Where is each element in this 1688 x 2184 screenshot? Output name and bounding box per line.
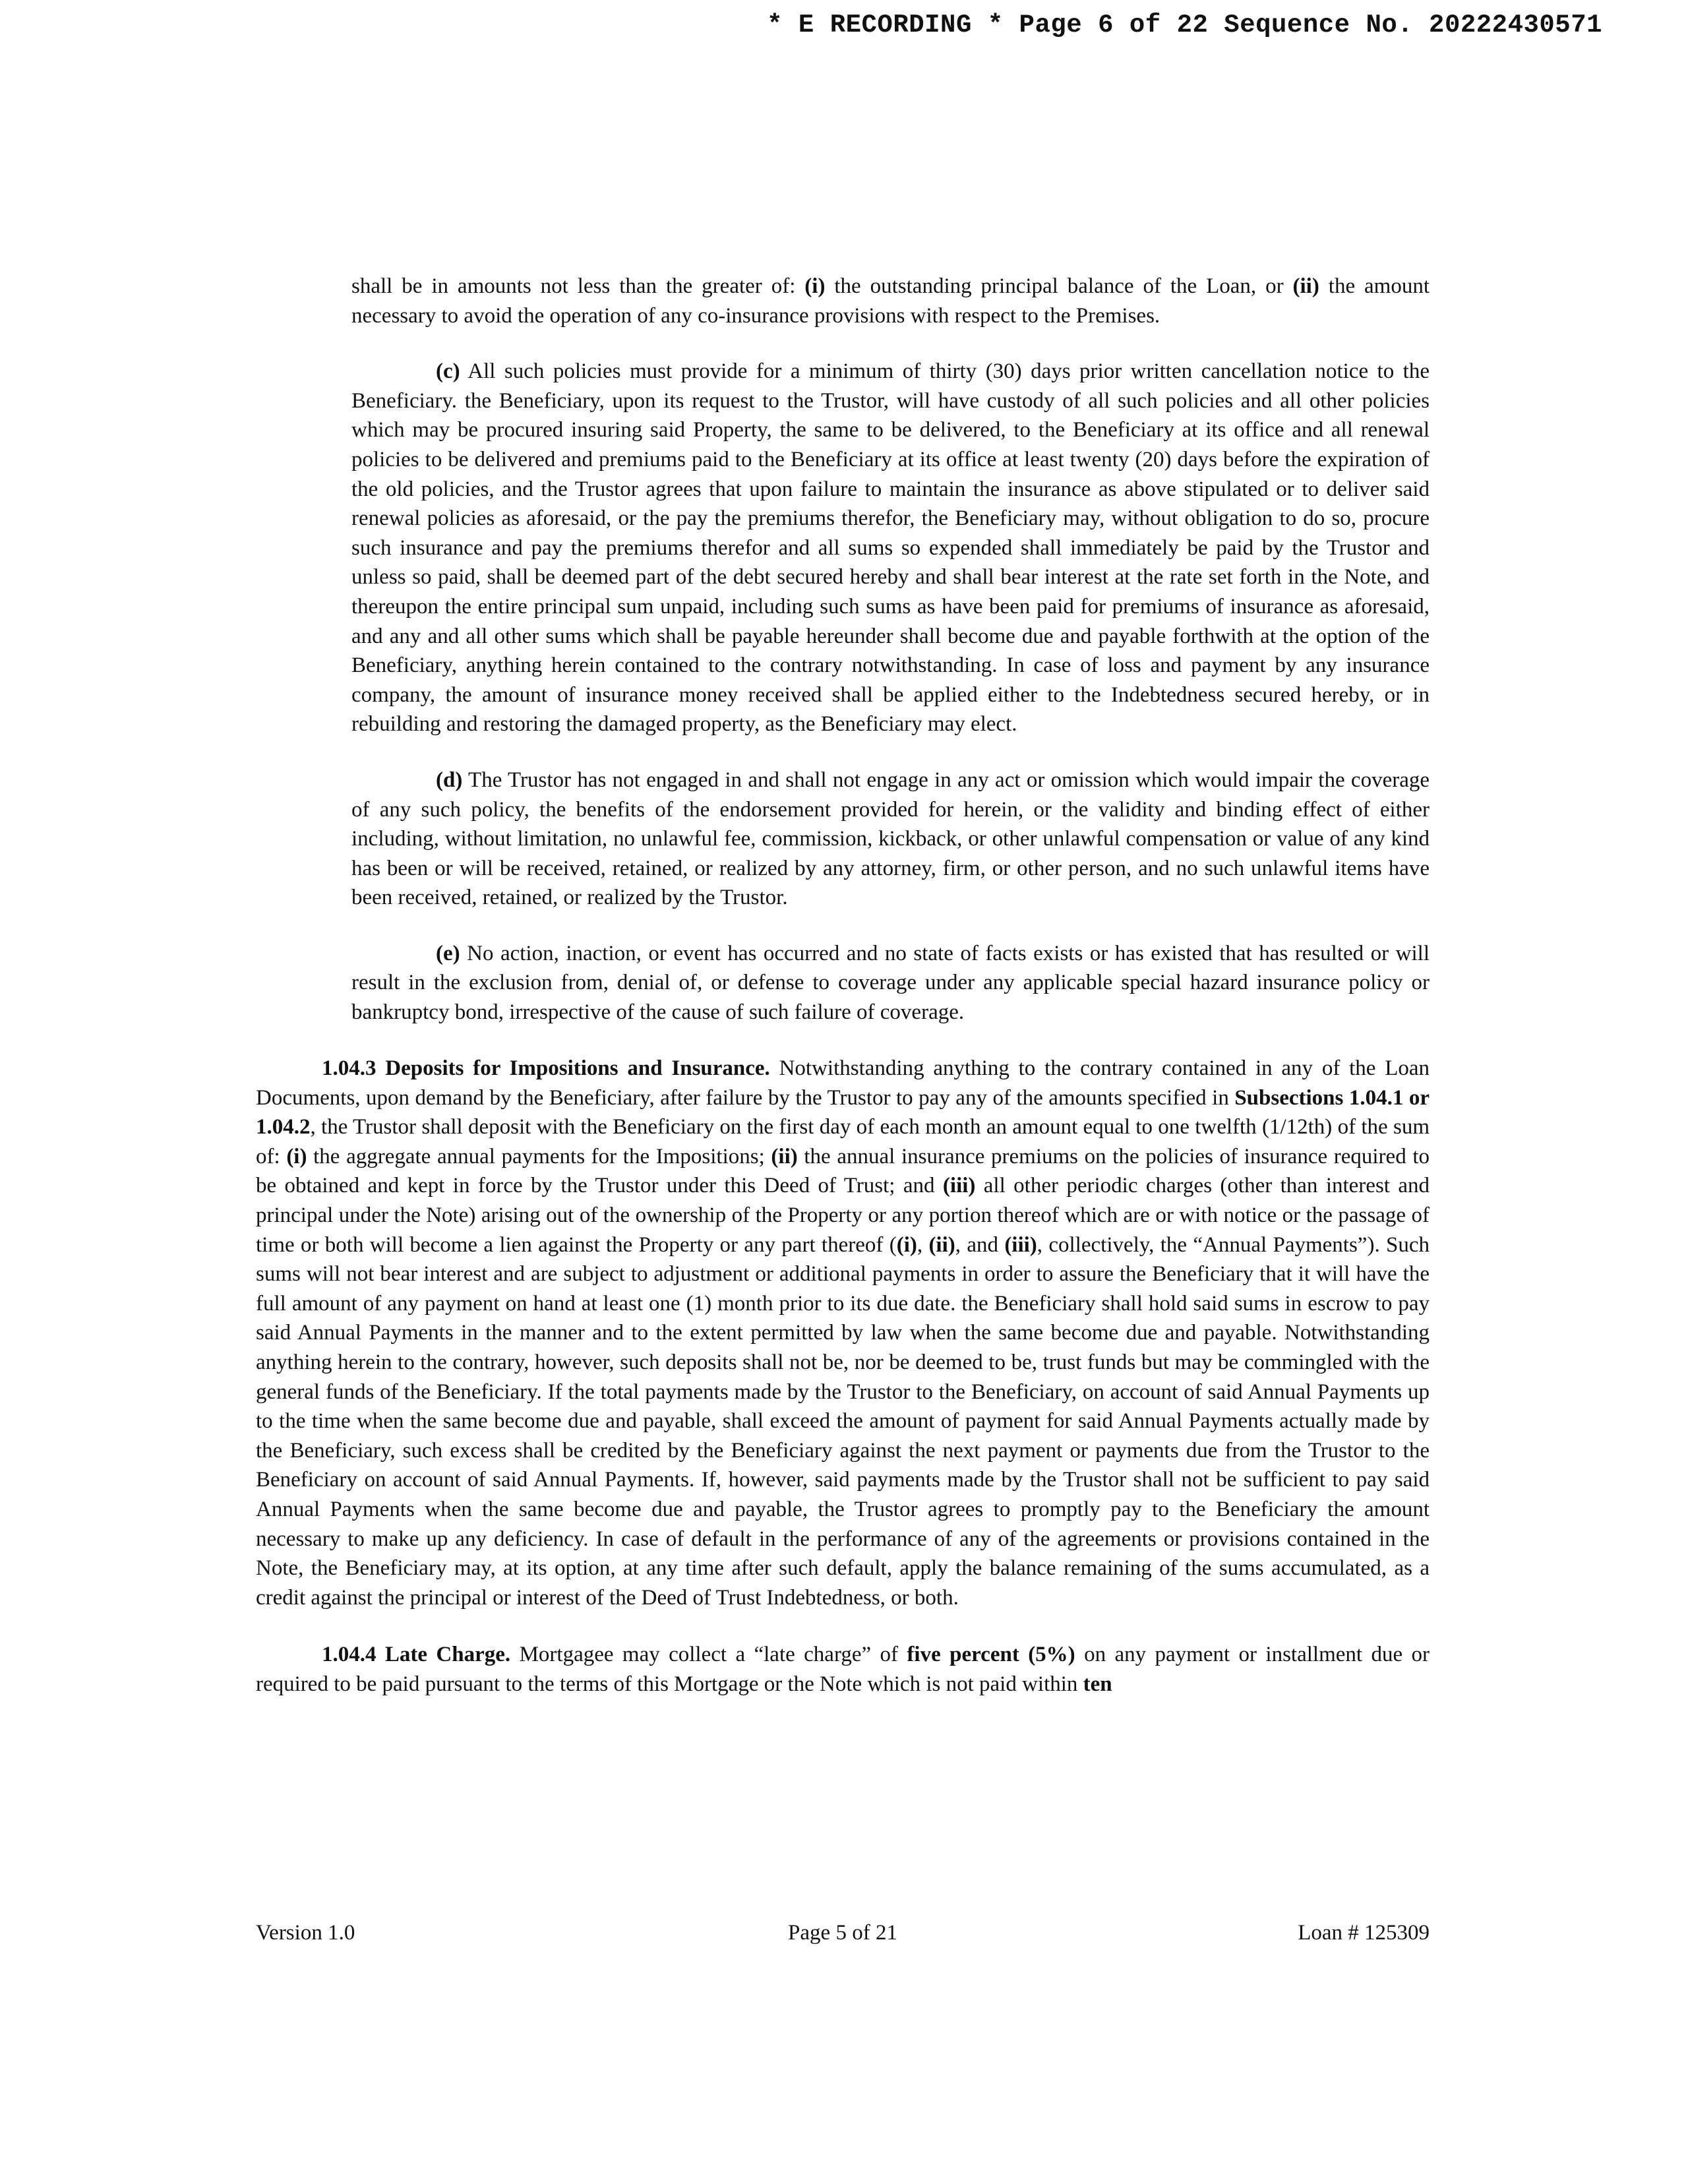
section-1-04-3-heading: 1.04.3 Deposits for Impositions and Insurance. — [322, 1056, 770, 1080]
paragraph-e: (e) No action, inaction, or event has occurred and no state of facts exists or has existed that has resulted or will result in the exclusion from, denial of, or defense to coverage under any applicable special hazard insurance policy or bankruptcy bond, irrespective of the cause of such failure of coverage. — [351, 941, 1430, 1025]
page-footer — [256, 1921, 1430, 1945]
paragraph-d: (d) The Trustor has not engaged in and shall not engage in any act or omission which would impair the coverage of any such policy, the benefits of the endorsement provided for herein, or the validity and binding effect of either including, without limitation, no unlawful fee, commission, kickback, or other unlawful compensation or value of any kind has been or will be received, retained, or realized by any attorney, firm, or other person, and no such unlawful items have been received, retained, or realized by the Trustor. — [351, 768, 1430, 910]
footer-loan-number: Loan # 125309 — [1298, 1921, 1430, 1945]
section-paragraphs — [256, 1054, 1430, 1699]
footer-version: Version 1.0 — [256, 1921, 355, 1945]
footer-page-number: Page 5 of 21 — [788, 1921, 897, 1945]
section-1-04-4-heading: 1.04.4 Late Charge. — [322, 1643, 511, 1667]
paragraph-c-label: (c) — [436, 359, 460, 384]
section-1-04-4: 1.04.4 Late Charge. Mortgagee may collect a “late charge” of five percent (5%) on any payment or installment due or required to be paid pursuant to the terms of this Mortgage or the Note which is not paid within ten — [256, 1643, 1430, 1696]
paragraph-intro: shall be in amounts not less than the greater of: (i) the outstanding principal balance of the Loan, or (ii) the amount necessary to avoid the operation of any co-insurance provisions with respect to the Premises. — [351, 274, 1430, 328]
recording-stamp: * E RECORDING * Page 6 of 22 Sequence No. 20222430571 — [767, 11, 1602, 40]
paragraph-c: (c) All such policies must provide for a minimum of thirty (30) days prior written cancellation notice to the Beneficiary. the Beneficiary, upon its request to the Trustor, will have custody of all such policies and all other policies which may be procured insuring said Property, the same to be delivered, to the Beneficiary at its office and all renewal policies to be delivered and premiums paid to the Beneficiary at its office at least twenty (20) days before the expiration of the old policies, and the Trustor agrees that upon failure to maintain the insurance as above stipulated or to deliver said renewal policies as aforesaid, or the pay the premiums therefor, the Beneficiary may, without obligation to do so, procure such insurance and pay the premiums therefor and all sums so expended shall immediately be paid by the Trustor and unless so paid, shall be deemed part of the debt secured hereby and shall bear interest at the rate set forth in the Note, and thereupon the entire principal sum unpaid, including such sums as have been paid for premiums of insurance as aforesaid, and any and all other sums which shall be payable hereunder shall become due and payable forthwith at the option of the Beneficiary, anything herein contained to the contrary notwithstanding. In case of loss and payment by any insurance company, the amount of insurance money received shall be applied either to the Indebtedness secured hereby, or in rebuilding and restoring the damaged property, as the Beneficiary may elect. — [351, 359, 1430, 737]
section-1-04-3: 1.04.3 Deposits for Impositions and Insurance. Notwithstanding anything to the contrary contained in any of the Loan Documents, upon demand by the Beneficiary, after failure by the Trustor to pay any of the amounts specified in Subsections 1.04.1 or 1.04.2, the Trustor shall deposit with the Beneficiary on the first day of each month an amount equal to one twelfth (1/12th) of the sum of: (i) the aggregate annual payments for the Impositions; (ii) the annual insurance premiums on the policies of insurance required to be obtained and kept in force by the Trustor under this Deed of Trust; and (iii) all other periodic charges (other than interest and principal under the Note) arising out of the ownership of the Property or any portion thereof which are or with notice or the passage of time or both will become a lien against the Property or any part thereof ((i), (ii), and (iii), collectively, the “Annual Payments”). Such sums will not bear interest and are subject to adjustment or additional payments in order to assure the Beneficiary that it will have the full amount of any payment on hand at least one (1) month prior to its due date. the Beneficiary shall hold said sums in escrow to pay said Annual Payments in the manner and to the extent permitted by law when the same become due and payable. Notwithstanding anything herein to the contrary, however, such deposits shall not be, nor be deemed to be, trust funds but may be commingled with the general funds of the Beneficiary. If the total payments made by the Trustor to the Beneficiary, on account of said Annual Payments up to the time when the same become due and payable, shall exceed the amount of payment for said Annual Payments actually made by the Beneficiary, such excess shall be credited by the Beneficiary against the next payment or payments due from the Trustor to the Beneficiary on account of said Annual Payments. If, however, said payments made by the Trustor shall not be sufficient to pay said Annual Payments when the same become due and payable, the Trustor agrees to promptly pay to the Beneficiary the amount necessary to make up any deficiency. In case of default in the performance of any of the agreements or provisions contained in the Note, the Beneficiary may, at its option, at any time after such default, apply the balance remaining of the sums accumulated, as a credit against the principal or interest of the Deed of Trust Indebtedness, or both. — [256, 1056, 1430, 1610]
paragraph-d-label: (d) — [436, 768, 463, 792]
document-body — [351, 272, 1430, 1027]
paragraph-e-label: (e) — [436, 941, 460, 965]
